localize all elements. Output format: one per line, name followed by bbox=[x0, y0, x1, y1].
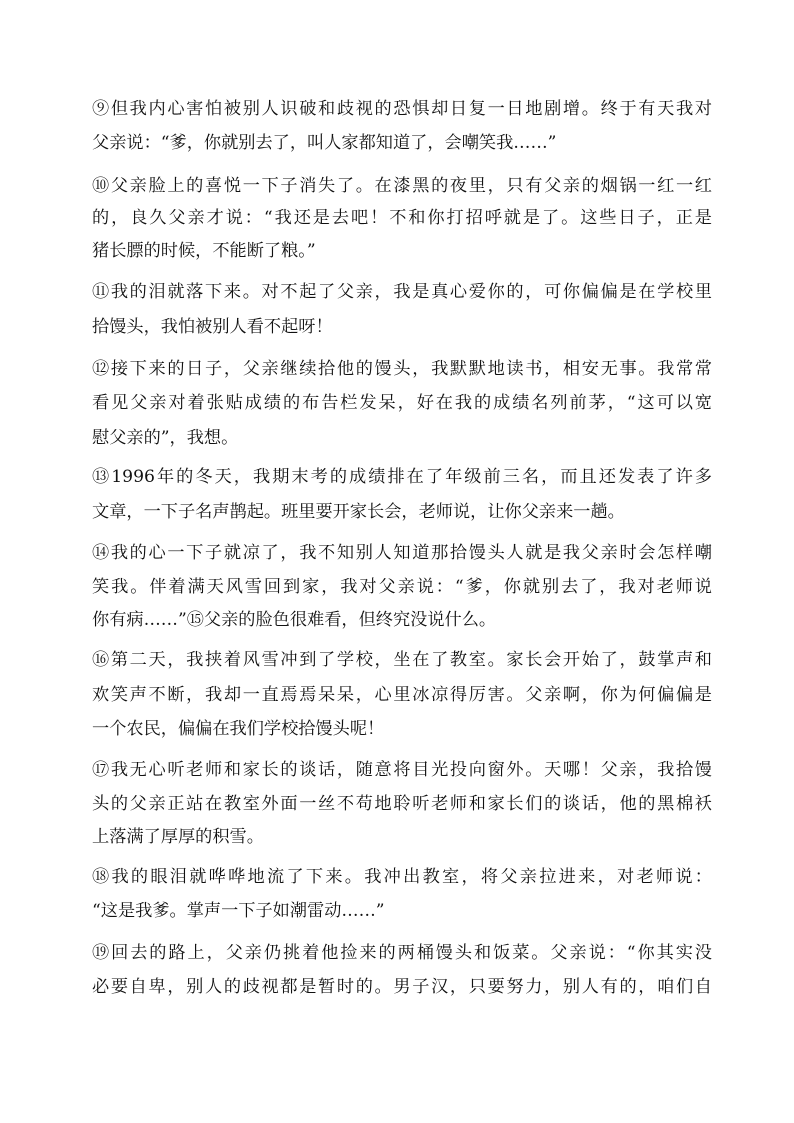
text-line: ⑨但我内心害怕被别人识破和歧视的恐惧却日复一日地剧增。终于有天我对 bbox=[92, 99, 712, 119]
text-line: 猪长膘的时候，不能断了粮。” bbox=[92, 241, 316, 261]
text-line: 父亲说：“爹，你就别去了，叫人家都知道了，会嘲笑我……” bbox=[92, 133, 557, 153]
text-line: 一个农民，偏偏在我们学校拾馒头呢！ bbox=[92, 719, 385, 739]
text-line: ⑱我的眼泪就哗哗地流了下来。我冲出教室，将父亲拉进来，对老师说： bbox=[92, 867, 712, 887]
text-line: 看见父亲对着张贴成绩的布告栏发呆，好在我的成绩名列前茅，“这可以宽 bbox=[92, 393, 712, 413]
text-line: ⑬1996年的冬天，我期末考的成绩排在了年级前三名，而且还发表了许多 bbox=[92, 467, 712, 487]
text-line: 必要自卑，别人的歧视都是暂时的。男子汉，只要努力，别人有的，咱们自 bbox=[92, 977, 712, 997]
text-line: 文章，一下子名声鹊起。班里要开家长会，老师说，让你父亲来一趟。 bbox=[92, 502, 625, 522]
text-line: ⑭我的心一下子就凉了，我不知别人知道那拾馒头人就是我父亲时会怎样嘲 bbox=[92, 543, 712, 563]
text-line: ⑰我无心听老师和家长的谈话，随意将目光投向窗外。天哪！父亲，我拾馒 bbox=[92, 760, 712, 780]
text-line: ⑪我的泪就落下来。对不起了父亲，我是真心爱你的，可你偏偏是在学校里 bbox=[92, 282, 712, 302]
text-line: 欢笑声不断，我却一直焉焉呆呆，心里冰凉得厉害。父亲啊，你为何偏偏是 bbox=[92, 685, 712, 705]
text-line: 慰父亲的”，我想。 bbox=[92, 428, 239, 448]
text-line: 上落满了厚厚的积雪。 bbox=[92, 827, 264, 847]
text-line: ⑫接下来的日子，父亲继续拾他的馒头，我默默地读书，相安无事。我常常 bbox=[92, 359, 712, 379]
text-line: ⑯第二天，我挟着风雪冲到了学校，坐在了教室。家长会开始了，鼓掌声和 bbox=[92, 650, 712, 670]
text-line: “这是我爹。掌声一下子如潮雷动……” bbox=[92, 901, 385, 921]
text-line: 你有病……”⑮父亲的脸色很难看，但终究没说什么。 bbox=[92, 610, 497, 630]
text-line: ⑩父亲脸上的喜悦一下子消失了。在漆黑的夜里，只有父亲的烟锅一红一红 bbox=[92, 176, 712, 196]
text-line: ⑲回去的路上，父亲仍挑着他捡来的两桶馒头和饭菜。父亲说：“你其实没 bbox=[92, 943, 712, 963]
text-line: 的，良久父亲才说：“我还是去吧！不和你打招呼就是了。这些日子，正是 bbox=[92, 208, 712, 228]
text-line: 头的父亲正站在教室外面一丝不苟地聆听老师和家长们的谈话，他的黑棉袄 bbox=[92, 794, 712, 814]
text-line: 拾馒头，我怕被别人看不起呀！ bbox=[92, 317, 333, 337]
text-line: 笑我。伴着满天风雪回到家，我对父亲说：“爹，你就别去了，我对老师说 bbox=[92, 577, 712, 597]
